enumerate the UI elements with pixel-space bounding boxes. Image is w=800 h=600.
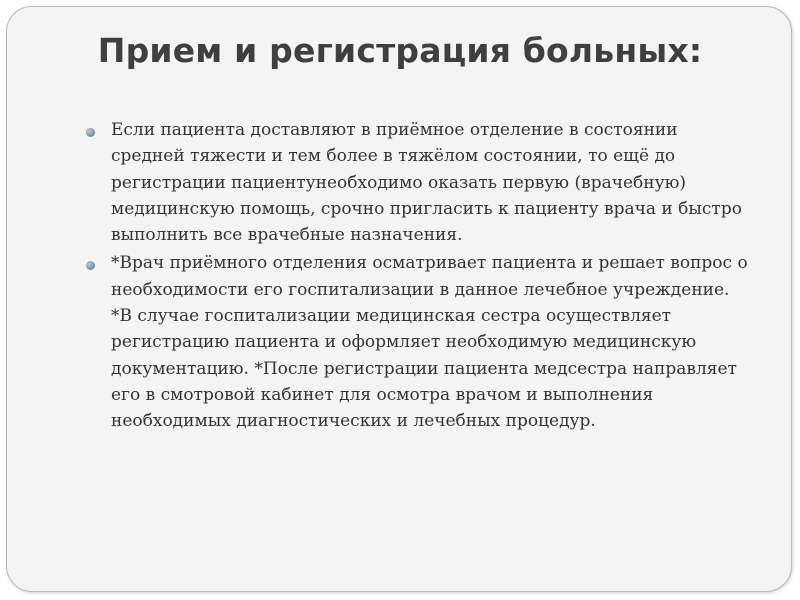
bullet-text: Если пациента доставляют в приёмное отделение в состоянии средней тяжести и тем более в тяжёлом состоянии, то ещё до регистрации пациентунеобходимо оказать первую (врачебную) медицинскую помощь, срочно пригласить к пациенту врача и быстро выполнить все врачебные назначения.	[111, 120, 742, 246]
slide-content	[7, 117, 793, 435]
slide-title: Прием и регистрация больных:	[97, 31, 703, 70]
bullet-dot-icon	[86, 128, 95, 137]
bullet-dot-icon	[86, 261, 95, 270]
bullet-item	[7, 250, 793, 434]
slide	[6, 6, 792, 592]
bullet-text: *Врач приёмного отделения осматривает пациента и решает вопрос о необходимости его госпитализации в данное лечебное учреждение. *В случае госпитализации медицинская сестра осуществляет регистрацию пациента и оформляет необходимую медицинскую документацию. *После регистрации пациента медсестра направляет его в смотровой кабинет для осмотра врачом и выполнения необходимых диагностических и лечебных процедур.	[111, 253, 748, 432]
bullet-item	[7, 117, 793, 248]
